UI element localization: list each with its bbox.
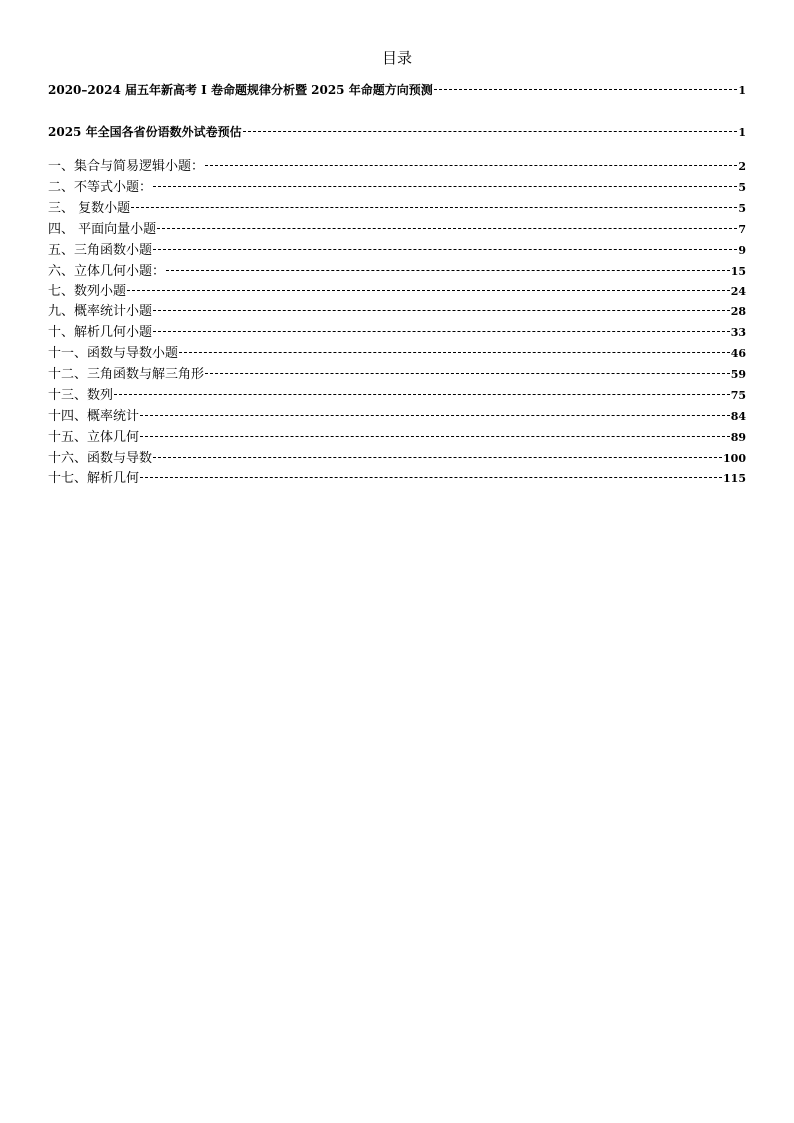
toc-entry-page-number: 28 — [730, 305, 746, 318]
toc-entry-label: 四、 平面向量小题 — [48, 222, 157, 237]
toc-entry-page-number: 89 — [730, 431, 746, 444]
toc-dot-leader — [140, 415, 730, 416]
toc-entry-label: 十三、数列 — [48, 388, 114, 403]
toc-entry-label: 三、 复数小题 — [48, 201, 131, 216]
toc-entry-label: 十六、函数与导数 — [48, 451, 153, 466]
toc-entry-label: 2025 年全国各省份语数外试卷预估 — [48, 125, 242, 139]
toc-entry[interactable] — [48, 155, 746, 173]
toc-title: 目录 — [381, 49, 412, 67]
toc-entry[interactable] — [48, 218, 746, 236]
toc-entry-page-number: 75 — [730, 389, 746, 402]
toc-entry-page-number: 33 — [730, 326, 746, 339]
toc-entry-label: 五、三角函数小题 — [48, 243, 153, 258]
toc-entry-page-number: 59 — [730, 368, 746, 381]
toc-entry[interactable] — [48, 405, 746, 423]
toc-dot-leader — [140, 477, 722, 478]
toc-dot-leader — [153, 186, 737, 187]
toc-entry-page-number: 24 — [730, 285, 746, 298]
toc-entry[interactable] — [48, 260, 746, 278]
toc-entry[interactable] — [48, 300, 746, 318]
toc-dot-leader — [131, 207, 737, 208]
toc-entry-page-number: 15 — [730, 265, 746, 278]
toc-entry-page-number: 1 — [738, 126, 746, 139]
toc-dot-leader — [179, 352, 730, 353]
toc-entry-label: 十七、解析几何 — [48, 471, 140, 486]
toc-entry-page-number: 1 — [738, 84, 746, 97]
toc-entry-page-number: 7 — [738, 223, 746, 236]
toc-entry[interactable] — [48, 467, 746, 485]
toc-entry-label: 九、概率统计小题 — [48, 304, 153, 319]
toc-entry-label: 十、解析几何小题 — [48, 325, 153, 340]
toc-dot-leader — [157, 228, 737, 229]
toc-entry-label: 十五、立体几何 — [48, 430, 140, 445]
toc-entry[interactable] — [48, 426, 746, 444]
toc-entry-label: 二、不等式小题： — [48, 180, 153, 195]
toc-entry-label: 2020–2024 届五年新高考 I 卷命题规律分析暨 2025 年命题方向预测 — [48, 83, 433, 97]
toc-entry[interactable] — [48, 342, 746, 360]
toc-dot-leader — [205, 373, 730, 374]
toc-entry[interactable] — [48, 81, 746, 99]
toc-entry[interactable] — [48, 321, 746, 339]
toc-dot-leader — [153, 249, 737, 250]
toc-dot-leader — [153, 457, 722, 458]
toc-dot-leader — [153, 310, 730, 311]
toc-entry[interactable] — [48, 176, 746, 194]
toc-entry[interactable] — [48, 384, 746, 402]
toc-dot-leader — [140, 436, 730, 437]
toc-dot-leader — [243, 131, 738, 132]
toc-entry-label: 一、集合与简易逻辑小题： — [48, 159, 205, 174]
toc-entry-label: 七、数列小题 — [48, 284, 127, 299]
toc-dot-leader — [205, 165, 737, 166]
toc-entry[interactable] — [48, 280, 746, 298]
toc-entry-page-number: 100 — [723, 452, 746, 465]
toc-entry-page-number: 115 — [723, 472, 746, 485]
toc-entry-label: 十四、概率统计 — [48, 409, 140, 424]
toc-dot-leader — [127, 290, 730, 291]
toc-dot-leader — [153, 331, 730, 332]
toc-entry[interactable] — [48, 197, 746, 215]
toc-dot-leader — [114, 394, 730, 395]
toc-entry-page-number: 5 — [738, 202, 746, 215]
toc-entry[interactable] — [48, 447, 746, 465]
toc-entry-label: 十一、函数与导数小题 — [48, 346, 179, 361]
toc-entry-page-number: 5 — [738, 181, 746, 194]
toc-entry[interactable] — [48, 239, 746, 257]
toc-dot-leader — [166, 270, 730, 271]
toc-entry[interactable] — [48, 123, 746, 141]
toc-entry-label: 六、立体几何小题： — [48, 264, 166, 279]
toc-entry-page-number: 9 — [738, 244, 746, 257]
toc-entry-page-number: 2 — [738, 160, 746, 173]
toc-entry-label: 十二、三角函数与解三角形 — [48, 367, 205, 382]
toc-entry-page-number: 46 — [730, 347, 746, 360]
toc-entry-page-number: 84 — [730, 410, 746, 423]
toc-dot-leader — [434, 89, 738, 90]
toc-entry[interactable] — [48, 363, 746, 381]
